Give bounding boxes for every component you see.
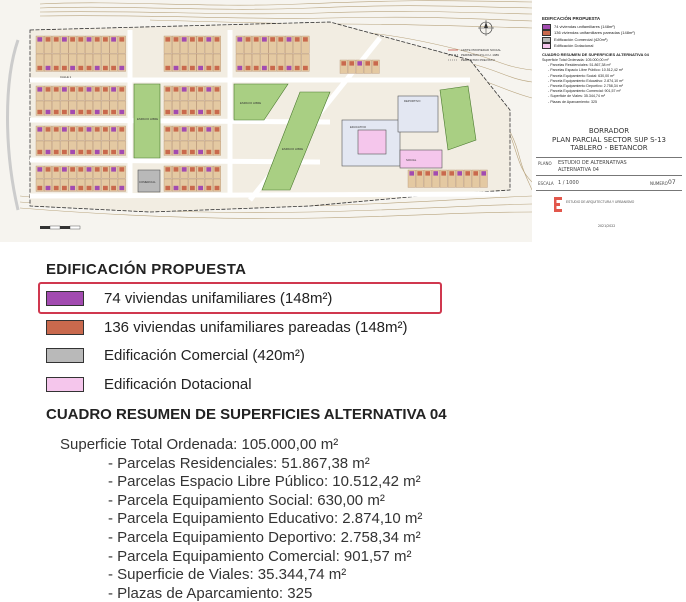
sheet-date: 2021/2022 <box>598 224 616 228</box>
house-pareada <box>165 37 170 41</box>
house-pareada <box>278 66 283 70</box>
sidebar-summary-line: - Parcela Equipamiento Educativo: 2.874,10 m² <box>548 78 624 83</box>
area-label-7: SOCIAL <box>406 158 417 162</box>
sidebar-legend <box>542 16 649 105</box>
map-legend-3: PERIMETRO PREVISTO <box>461 58 495 62</box>
house-pareada <box>54 37 59 41</box>
house-unifamiliar <box>174 110 179 114</box>
sidebar-summary-title: CUADRO RESUMEN DE SUPERFICIES ALTERNATIVA 04 <box>542 51 649 57</box>
sidebar-summary-line: - Parcela Equipamiento Comercial: 901,57 m² <box>548 89 621 94</box>
house-pareada <box>78 167 83 171</box>
house-unifamiliar <box>206 167 211 171</box>
house-pareada <box>349 61 354 65</box>
house-pareada <box>190 110 195 114</box>
house-pareada <box>62 110 67 114</box>
house-unifamiliar <box>198 150 203 154</box>
house-pareada <box>70 37 75 41</box>
house-pareada <box>473 171 478 175</box>
house-unifamiliar <box>174 66 179 70</box>
house-unifamiliar <box>206 87 211 91</box>
house-pareada <box>62 150 67 154</box>
house-unifamiliar <box>62 37 67 41</box>
sidebar-summary-line: Superficie Total Ordenada: 105.000,00 m² <box>542 58 609 62</box>
house-unifamiliar <box>87 87 92 91</box>
house-pareada <box>54 66 59 70</box>
house-pareada <box>165 127 170 131</box>
house-unifamiliar <box>46 186 51 190</box>
house-unifamiliar <box>37 167 42 171</box>
title-line-2: PLAN PARCIAL SECTOR SUP S-13 <box>552 135 666 144</box>
house-pareada <box>165 66 170 70</box>
title-divider <box>536 190 682 191</box>
legend-swatch-grey <box>46 348 84 363</box>
house-unifamiliar <box>46 150 51 154</box>
house-unifamiliar <box>119 150 124 154</box>
house-pareada <box>449 171 454 175</box>
house-unifamiliar <box>87 167 92 171</box>
house-pareada <box>37 150 42 154</box>
summary-line: - Parcelas Espacio Libre Público: 10.512,42 m² <box>108 473 421 491</box>
map-line-legend <box>448 48 501 62</box>
map-legend-1: LIMITE PROPIEDAD SOCIAL <box>461 48 502 52</box>
area-label-4: DEPORTIVO <box>404 99 421 103</box>
house-pareada <box>87 66 92 70</box>
house-pareada <box>119 37 124 41</box>
summary-line: - Parcela Equipamiento Comercial: 901,57 m² <box>108 547 412 565</box>
house-pareada <box>95 87 100 91</box>
area-label-3: EDUCATIVO <box>350 125 367 129</box>
house-pareada <box>78 66 83 70</box>
sidebar-legend-heading: EDIFICACIÓN PROPUESTA <box>542 16 601 21</box>
sidebar-swatch <box>542 43 551 49</box>
legend-item-pareadas <box>46 317 408 337</box>
house-pareada <box>174 127 179 131</box>
legend-item-comercial <box>46 345 305 365</box>
sidebar-legend-item <box>542 43 649 50</box>
house-unifamiliar <box>182 127 187 131</box>
sidebar-legend-label: Edificación Dotacional <box>554 43 594 48</box>
area-label-2: COMERCIAL <box>139 180 156 184</box>
house-pareada <box>190 150 195 154</box>
sidebar-summary-line: - Parcela Equipamiento Social: 630,00 m² <box>548 73 615 78</box>
house-pareada <box>103 127 108 131</box>
title-divider <box>536 157 682 158</box>
sidebar-legend-label: Edificación Comercial (420m²) <box>554 36 608 42</box>
house-unifamiliar <box>70 66 75 70</box>
house-unifamiliar <box>409 171 414 175</box>
house-pareada <box>190 37 195 41</box>
house-pareada <box>365 61 370 65</box>
sidebar-swatch <box>542 30 551 36</box>
area-label-6: ESPACIO LIBRE <box>282 147 304 151</box>
house-pareada <box>87 186 92 190</box>
house-pareada <box>119 127 124 131</box>
house-pareada <box>270 66 275 70</box>
house-unifamiliar <box>70 186 75 190</box>
house-pareada <box>215 127 220 131</box>
company-logo-icon <box>554 197 562 213</box>
title-line-3: TABLERO - BETANCOR <box>570 144 648 152</box>
house-unifamiliar <box>198 110 203 114</box>
house-pareada <box>206 110 211 114</box>
sidebar-summary-line: - Parcela Equipamiento Deportivo: 2.758,34 m² <box>548 84 623 89</box>
house-unifamiliar <box>174 186 179 190</box>
house-pareada <box>111 186 116 190</box>
house-pareada <box>373 61 378 65</box>
house-pareada <box>303 66 308 70</box>
sidebar-legend-label: 136 viviendas unifamiliares pareadas (148m²) <box>554 30 635 35</box>
house-pareada <box>103 150 108 154</box>
house-pareada <box>111 110 116 114</box>
house-pareada <box>182 186 187 190</box>
house-pareada <box>441 171 446 175</box>
house-pareada <box>46 37 51 41</box>
house-pareada <box>95 167 100 171</box>
house-pareada <box>206 186 211 190</box>
house-pareada <box>95 127 100 131</box>
house-unifamiliar <box>62 87 67 91</box>
house-unifamiliar <box>87 37 92 41</box>
house-pareada <box>182 110 187 114</box>
house-pareada <box>78 186 83 190</box>
house-pareada <box>295 66 300 70</box>
sidebar-summary-line: - Superficie de Viales: 35.344,74 m² <box>548 94 606 99</box>
summary-line: - Superficie de Viales: 35.344,74 m² <box>108 566 347 584</box>
title-divider <box>536 175 682 176</box>
scale-bar <box>40 226 80 229</box>
house-pareada <box>165 186 170 190</box>
house-pareada <box>111 66 116 70</box>
escala-value: 1 / 1000 <box>558 180 579 186</box>
site-plan-map <box>0 0 532 242</box>
legend-label: 136 viviendas unifamiliares pareadas (148m²) <box>104 318 408 336</box>
house-pareada <box>95 37 100 41</box>
house-pareada <box>165 110 170 114</box>
house-unifamiliar <box>237 66 242 70</box>
house-pareada <box>215 37 220 41</box>
house-pareada <box>87 110 92 114</box>
house-unifamiliar <box>262 66 267 70</box>
legend-label: 74 viviendas unifamiliares (148m²) <box>104 289 333 307</box>
plano-text: ESTUDIO DE ALTERNATIVAS <box>558 160 627 166</box>
house-pareada <box>119 167 124 171</box>
legend-item-dotacional <box>46 374 252 394</box>
summary-line: - Parcelas Residenciales: 51.867,38 m² <box>108 454 370 472</box>
legend-swatch-purple <box>46 291 84 306</box>
house-pareada <box>70 167 75 171</box>
house-unifamiliar <box>206 37 211 41</box>
house-unifamiliar <box>37 87 42 91</box>
house-unifamiliar <box>95 110 100 114</box>
house-pareada <box>198 87 203 91</box>
house-pareada <box>103 167 108 171</box>
house-pareada <box>103 186 108 190</box>
house-unifamiliar <box>70 150 75 154</box>
house-pareada <box>165 87 170 91</box>
house-pareada <box>254 66 259 70</box>
access-road <box>8 40 19 210</box>
house-pareada <box>174 37 179 41</box>
house-pareada <box>465 171 470 175</box>
house-unifamiliar <box>95 186 100 190</box>
sidebar-swatch <box>542 24 551 30</box>
house-pareada <box>54 186 59 190</box>
sidebar-legend-label: 74 viviendas unifamiliares (148m²) <box>554 23 615 29</box>
house-pareada <box>254 37 259 41</box>
house-unifamiliar <box>62 167 67 171</box>
house-unifamiliar <box>182 87 187 91</box>
house-unifamiliar <box>206 127 211 131</box>
plan-sidebar <box>536 0 686 242</box>
house-pareada <box>70 127 75 131</box>
house-pareada <box>215 167 220 171</box>
house-unifamiliar <box>182 37 187 41</box>
title-block <box>536 127 682 153</box>
house-pareada <box>37 186 42 190</box>
house-unifamiliar <box>119 66 124 70</box>
numero-value: 07 <box>668 179 676 186</box>
company-name: ESTUDIO DE ARQUITECTURA Y URBANISMO <box>566 200 635 204</box>
house-pareada <box>246 66 251 70</box>
house-pareada <box>78 110 83 114</box>
house-pareada <box>78 127 83 131</box>
house-pareada <box>341 61 346 65</box>
house-unifamiliar <box>87 127 92 131</box>
house-unifamiliar <box>357 61 362 65</box>
house-pareada <box>215 66 220 70</box>
area-label-5: ESPACIO LIBRE <box>240 101 262 105</box>
house-unifamiliar <box>174 150 179 154</box>
house-pareada <box>37 66 42 70</box>
legend-swatch-pink <box>46 377 84 392</box>
house-pareada <box>54 127 59 131</box>
house-pareada <box>87 150 92 154</box>
house-pareada <box>111 150 116 154</box>
legend-swatch-orange <box>46 320 84 335</box>
numero-label: NUMERO <box>650 181 668 186</box>
escala-label: ESCALA <box>538 181 554 186</box>
house-unifamiliar <box>119 186 124 190</box>
house-pareada <box>103 87 108 91</box>
house-unifamiliar <box>95 150 100 154</box>
house-pareada <box>54 110 59 114</box>
legend-panel <box>0 250 686 600</box>
area-label-8: CALLE 1 <box>60 75 72 79</box>
house-unifamiliar <box>62 127 67 131</box>
house-unifamiliar <box>198 66 203 70</box>
plano-subtext: ALTERNATIVA 04 <box>558 167 599 173</box>
sidebar-summary-line: - Plazas de Aparcamiento: 325 <box>548 99 597 104</box>
house-pareada <box>206 66 211 70</box>
house-pareada <box>295 37 300 41</box>
house-pareada <box>70 87 75 91</box>
area-label-1: ESPACIO LIBRE <box>137 117 159 121</box>
house-pareada <box>46 127 51 131</box>
house-pareada <box>198 37 203 41</box>
house-pareada <box>198 127 203 131</box>
house-pareada <box>62 186 67 190</box>
house-unifamiliar <box>481 171 486 175</box>
legend-label: Edificación Comercial (420m²) <box>104 346 305 364</box>
house-unifamiliar <box>111 127 116 131</box>
house-unifamiliar <box>287 66 292 70</box>
house-pareada <box>54 87 59 91</box>
house-pareada <box>182 150 187 154</box>
house-unifamiliar <box>95 66 100 70</box>
house-pareada <box>103 110 108 114</box>
house-pareada <box>198 167 203 171</box>
house-pareada <box>190 127 195 131</box>
house-unifamiliar <box>46 66 51 70</box>
summary-line: - Plazas de Aparcamiento: 325 <box>108 584 313 602</box>
house-pareada <box>78 150 83 154</box>
summary-title: CUADRO RESUMEN DE SUPERFICIES ALTERNATIVA 04 <box>46 406 447 423</box>
house-unifamiliar <box>37 127 42 131</box>
house-pareada <box>417 171 422 175</box>
house-pareada <box>206 150 211 154</box>
house-pareada <box>303 37 308 41</box>
house-unifamiliar <box>37 37 42 41</box>
legend-label: Edificación Dotacional <box>104 375 252 393</box>
house-pareada <box>174 167 179 171</box>
house-pareada <box>270 37 275 41</box>
house-unifamiliar <box>119 110 124 114</box>
house-pareada <box>37 110 42 114</box>
map-legend-2: PERIMETRO P.G.O.U. 1989 <box>461 53 499 57</box>
house-pareada <box>46 167 51 171</box>
educational-building <box>358 130 386 154</box>
house-pareada <box>190 167 195 171</box>
house-pareada <box>190 186 195 190</box>
house-pareada <box>54 150 59 154</box>
house-pareada <box>182 66 187 70</box>
summary-total: Superficie Total Ordenada: 105.000,00 m² <box>60 436 339 453</box>
house-unifamiliar <box>198 186 203 190</box>
house-pareada <box>425 171 430 175</box>
house-unifamiliar <box>111 87 116 91</box>
house-pareada <box>215 87 220 91</box>
house-pareada <box>165 150 170 154</box>
house-unifamiliar <box>70 110 75 114</box>
house-pareada <box>174 87 179 91</box>
title-line-1: BORRADOR <box>588 127 630 135</box>
sidebar-swatch <box>542 37 551 43</box>
house-pareada <box>103 66 108 70</box>
house-unifamiliar <box>457 171 462 175</box>
house-unifamiliar <box>262 37 267 41</box>
house-pareada <box>190 87 195 91</box>
house-pareada <box>165 167 170 171</box>
house-pareada <box>119 87 124 91</box>
house-pareada <box>46 87 51 91</box>
house-pareada <box>78 37 83 41</box>
house-unifamiliar <box>433 171 438 175</box>
house-unifamiliar <box>111 167 116 171</box>
house-pareada <box>78 87 83 91</box>
house-unifamiliar <box>182 167 187 171</box>
house-unifamiliar <box>111 37 116 41</box>
plan-sheet <box>0 0 686 250</box>
house-unifamiliar <box>46 110 51 114</box>
sidebar-summary-line: - Parcelas Espacio Libre Público: 10.512,42 m² <box>548 68 623 73</box>
plano-label: PLANO <box>538 161 552 166</box>
house-pareada <box>215 186 220 190</box>
sidebar-summary-line: - Parcelas Residenciales: 51.867,38 m² <box>548 63 611 68</box>
house-pareada <box>103 37 108 41</box>
house-pareada <box>278 37 283 41</box>
house-pareada <box>54 167 59 171</box>
house-unifamiliar <box>287 37 292 41</box>
summary-line: - Parcela Equipamiento Social: 630,00 m² <box>108 491 385 509</box>
green-space-left <box>134 84 160 158</box>
house-pareada <box>246 37 251 41</box>
house-pareada <box>215 110 220 114</box>
house-unifamiliar <box>237 37 242 41</box>
legend-heading: EDIFICACIÓN PROPUESTA <box>46 261 247 278</box>
house-pareada <box>62 66 67 70</box>
house-pareada <box>190 66 195 70</box>
summary-line: - Parcela Equipamiento Educativo: 2.874,10 m² <box>108 510 423 528</box>
north-arrow-icon <box>478 20 494 36</box>
house-pareada <box>215 150 220 154</box>
summary-line: - Parcela Equipamiento Deportivo: 2.758,34 m² <box>108 529 421 546</box>
legend-item-unifamiliares <box>46 288 332 308</box>
